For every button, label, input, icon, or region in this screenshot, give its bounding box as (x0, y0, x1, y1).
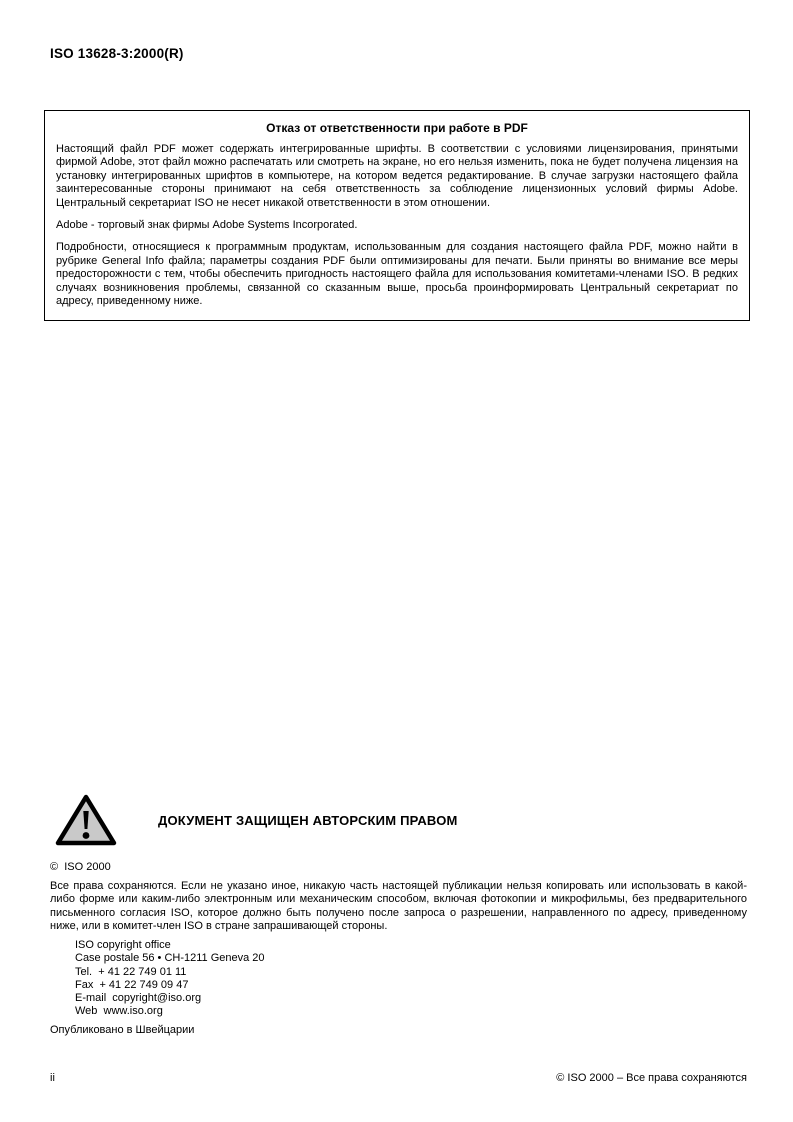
page-number: ii (50, 1072, 55, 1084)
pdf-disclaimer-box (44, 110, 750, 321)
disclaimer-paragraph: Подробности, относящиеся к программным продуктам, использованным для создания настоящего файла PDF, можно найти в рубрике General Info файла; параметры создания PDF были оптимизированы для печати. Были приняты во внимание все меры предосторожности с тем, чтобы обеспечить пригодность настоящего файла для использования комитетами-членами ISO. В редких случаях возникновения проблемы, связанной со сказанным выше, просьба проинформировать Центральный секретариат по адресу, приведенному ниже. (56, 241, 738, 308)
copyright-section (50, 793, 747, 1036)
copyright-notice-line: © ISO 2000 (50, 861, 111, 873)
address-line-email: E-mail copyright@iso.org (75, 992, 202, 1004)
address-line-tel: Tel. + 41 22 749 01 11 (75, 965, 187, 978)
page-footer (50, 1072, 747, 1084)
iso-address-block (75, 939, 747, 1018)
copyright-heading: ДОКУМЕНТ ЗАЩИЩЕН АВТОРСКИМ ПРАВОМ (158, 813, 458, 828)
published-in-line: Опубликовано в Швейцарии (50, 1024, 195, 1037)
document-id-header: ISO 13628-3:2000(R) (50, 46, 184, 61)
address-line-office: ISO copyright office (75, 939, 171, 952)
disclaimer-paragraph: Настоящий файл PDF может содержать интегрированные шрифты. В соответствии с условиями лицензирования, принятыми фирмой Adobe, этот файл можно распечатать или смотреть на экране, но его нельзя изменить, пока не будет получена лицензия на установку интегрированных шрифтов в компьютере, на котором ведется редактирование. В случае загрузки настоящего файла заинтересованные стороны принимают на себя ответственность за соблюдение лицензионных условий фирмы Adobe. Центральный секретариат ISO не несет никакой ответственности в этом отношении. (56, 143, 738, 209)
address-line-fax: Fax + 41 22 749 09 47 (75, 978, 189, 991)
copyright-header (50, 793, 747, 848)
address-line-postal: Case postale 56 • CH-1211 Geneva 20 (75, 952, 265, 965)
disclaimer-paragraph: Adobe - торговый знак фирмы Adobe Systems Incorporated. (56, 219, 358, 232)
address-line-web: Web www.iso.org (75, 1005, 163, 1018)
warning-triangle-icon (54, 793, 118, 848)
disclaimer-title: Отказ от ответственности при работе в PDF (266, 121, 528, 135)
copyright-body-text: Все права сохраняются. Если не указано иное, никакую часть настоящей публикации нельзя копировать или использовать в какой-либо форме или каким-либо электронным или механическим способом, включая фотокопии и микрофильмы, без предварительного письменного согласия ISO, которое должно быть получено после запроса о разрешении, направленного по адресу, приведенному ниже, или в комитет-член ISO в стране запрашивающей стороны. (50, 880, 747, 932)
footer-copyright: © ISO 2000 – Все права сохраняются (556, 1072, 747, 1084)
